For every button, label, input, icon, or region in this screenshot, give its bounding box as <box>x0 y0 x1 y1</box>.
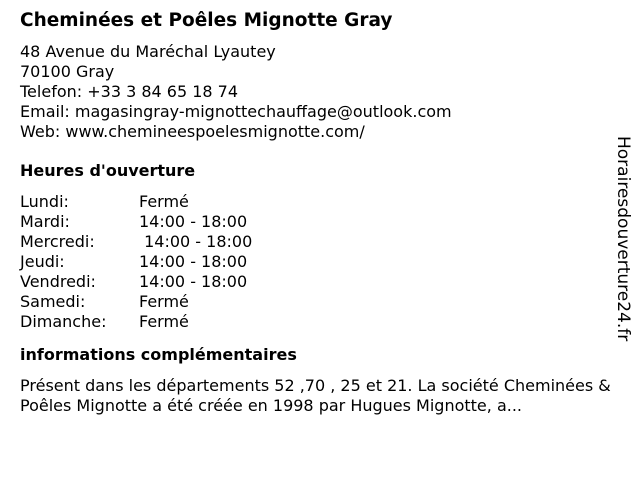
hours-row-wednesday <box>20 232 620 252</box>
day-label: Mardi: <box>20 212 70 231</box>
time-value: 14:00 - 18:00 <box>139 252 248 271</box>
time-value: Fermé <box>139 192 189 211</box>
day-label: Jeudi: <box>20 252 65 271</box>
phone-line: Telefon: +33 3 84 65 18 74 <box>20 82 239 101</box>
business-card <box>20 8 620 416</box>
site-watermark: Horairesdouverture24.fr <box>613 136 633 342</box>
time-value: 14:00 - 18:00 <box>139 272 248 291</box>
day-label: Vendredi: <box>20 272 96 291</box>
opening-hours-heading: Heures d'ouverture <box>20 161 196 180</box>
day-label: Samedi: <box>20 292 86 311</box>
hours-row-sunday <box>20 312 620 332</box>
time-value: 14:00 - 18:00 <box>139 232 253 251</box>
email-line: Email: magasingray-mignottechauffage@outlook.com <box>20 102 452 121</box>
time-value: Fermé <box>139 292 189 311</box>
time-value: 14:00 - 18:00 <box>139 212 248 231</box>
website-line: Web: www.chemineespoelesmignotte.com/ <box>20 122 365 141</box>
hours-row-thursday <box>20 252 620 272</box>
day-label: Dimanche: <box>20 312 107 331</box>
day-label: Mercredi: <box>20 232 95 251</box>
hours-row-tuesday <box>20 212 620 232</box>
business-name: Cheminées et Poêles Mignotte Gray <box>20 10 393 31</box>
additional-info-heading: informations complémentaires <box>20 345 297 364</box>
address-line-1: 48 Avenue du Maréchal Lyautey <box>20 42 276 61</box>
additional-info-text: Présent dans les départements 52 ,70 , 25 et 21. La société Cheminées & Poêles Mignotte a été créée en 1998 par Hugues Mignotte, a... <box>20 376 611 415</box>
hours-row-friday <box>20 272 620 292</box>
address-line-2: 70100 Gray <box>20 62 115 81</box>
day-label: Lundi: <box>20 192 69 211</box>
hours-row-saturday <box>20 292 620 312</box>
opening-hours-table <box>20 192 620 332</box>
hours-row-monday <box>20 192 620 212</box>
time-value: Fermé <box>139 312 189 331</box>
